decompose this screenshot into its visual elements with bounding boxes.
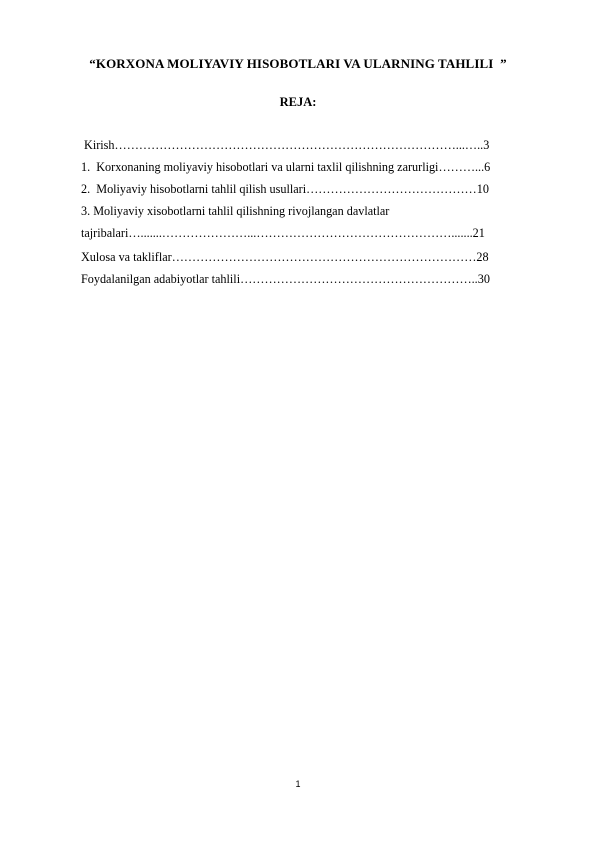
document-title: “KORXONA MOLIYAVIY HISOBOTLARI VA ULARNING TAHLILI ” — [89, 56, 507, 71]
toc-entry-chapter-1: 1. Korxonaning moliyaviy hisobotlari va ularni taxlil qilishning zarurligi………...6 — [81, 160, 491, 174]
toc-entry-chapter-3-continued: tajribalari….......…………………...………………………………………….......21 — [81, 226, 485, 240]
toc-entry-conclusion: Xulosa va takliflar…………………………………………………………………28 — [81, 250, 489, 264]
toc-entry-references: Foydalanilgan adabiyotlar tahlili…………………………………………………..30 — [81, 272, 490, 286]
plan-heading: REJA: — [279, 95, 317, 109]
toc-entry-chapter-3: 3. Moliyaviy xisobotlarni tahlil qilishning rivojlangan davlatlar — [81, 204, 390, 218]
toc-entry-chapter-2: 2. Moliyaviy hisobotlarni tahlil qilish usullari……………………………………10 — [81, 182, 489, 196]
page-number: 1 — [295, 779, 301, 789]
toc-entry-introduction: Kirish…………………………………………………………………………...…..3 — [81, 138, 490, 152]
table-of-contents — [81, 137, 553, 287]
